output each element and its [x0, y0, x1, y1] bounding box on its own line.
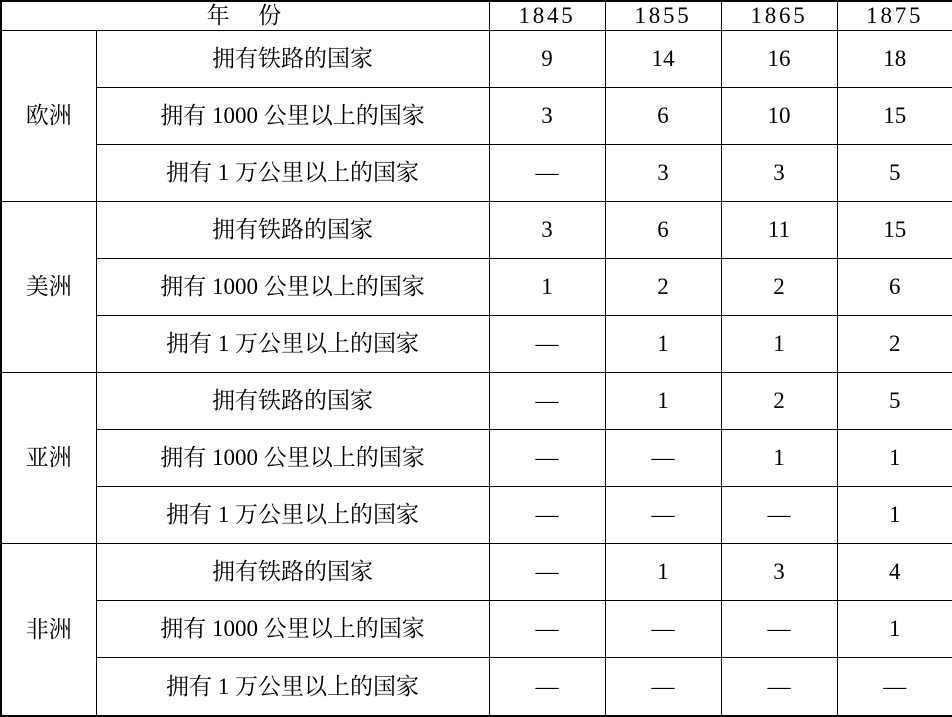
cell-value: 3	[721, 144, 837, 201]
cell-value: —	[489, 430, 605, 487]
row-label: 拥有铁路的国家	[96, 201, 489, 258]
row-label: 拥有 1000 公里以上的国家	[96, 430, 489, 487]
cell-value: 1	[721, 430, 837, 487]
cell-value: 9	[489, 30, 605, 87]
cell-value: —	[605, 658, 721, 716]
header-row	[1, 1, 952, 30]
cell-value: —	[721, 601, 837, 658]
row-label: 拥有 1000 公里以上的国家	[96, 601, 489, 658]
cell-value: 3	[721, 544, 837, 601]
table-row	[1, 201, 952, 258]
cell-value: 2	[605, 258, 721, 315]
cell-value: 3	[489, 87, 605, 144]
cell-value: —	[489, 658, 605, 716]
cell-value: —	[489, 315, 605, 372]
cell-value: 15	[837, 201, 952, 258]
cell-value: 1	[605, 372, 721, 429]
table-row	[1, 487, 952, 544]
row-label: 拥有 1000 公里以上的国家	[96, 87, 489, 144]
cell-value: 3	[489, 201, 605, 258]
cell-value: 16	[721, 30, 837, 87]
cell-value: 18	[837, 30, 952, 87]
table-row	[1, 601, 952, 658]
table-row	[1, 544, 952, 601]
header-year-label: 年 份	[1, 1, 489, 30]
region-label-america: 美洲	[1, 201, 96, 372]
cell-value: 11	[721, 201, 837, 258]
row-label: 拥有 1 万公里以上的国家	[96, 315, 489, 372]
cell-value: 2	[721, 258, 837, 315]
cell-value: 2	[721, 372, 837, 429]
cell-value: —	[605, 430, 721, 487]
header-year-1875: 1875	[837, 1, 952, 30]
cell-value: 6	[837, 258, 952, 315]
cell-value: 1	[837, 601, 952, 658]
cell-value: 14	[605, 30, 721, 87]
table-row	[1, 258, 952, 315]
region-label-europe: 欧洲	[1, 30, 96, 201]
cell-value: 5	[837, 144, 952, 201]
cell-value: 1	[837, 487, 952, 544]
cell-value: —	[489, 601, 605, 658]
cell-value: —	[721, 487, 837, 544]
cell-value: 6	[605, 201, 721, 258]
row-label: 拥有铁路的国家	[96, 544, 489, 601]
cell-value: 10	[721, 87, 837, 144]
cell-value: 1	[605, 544, 721, 601]
header-year-1865: 1865	[721, 1, 837, 30]
cell-value: —	[721, 658, 837, 716]
row-label: 拥有铁路的国家	[96, 30, 489, 87]
cell-value: 6	[605, 87, 721, 144]
row-label: 拥有 1 万公里以上的国家	[96, 144, 489, 201]
cell-value: —	[605, 487, 721, 544]
table-row	[1, 315, 952, 372]
cell-value: 5	[837, 372, 952, 429]
table-row	[1, 144, 952, 201]
cell-value: 1	[837, 430, 952, 487]
cell-value: —	[605, 601, 721, 658]
row-label: 拥有 1 万公里以上的国家	[96, 487, 489, 544]
cell-value: —	[489, 144, 605, 201]
cell-value: —	[837, 658, 952, 716]
cell-value: —	[489, 544, 605, 601]
table-head	[1, 1, 952, 30]
table-row	[1, 87, 952, 144]
table-row	[1, 30, 952, 87]
row-label: 拥有 1000 公里以上的国家	[96, 258, 489, 315]
cell-value: 1	[605, 315, 721, 372]
cell-value: —	[489, 487, 605, 544]
table-body	[1, 30, 952, 716]
table-row	[1, 658, 952, 716]
table-row	[1, 372, 952, 429]
cell-value: 3	[605, 144, 721, 201]
row-label: 拥有 1 万公里以上的国家	[96, 658, 489, 716]
cell-value: 1	[721, 315, 837, 372]
region-label-asia: 亚洲	[1, 372, 96, 543]
region-label-africa: 非洲	[1, 544, 96, 716]
cell-value: 2	[837, 315, 952, 372]
header-year-1845: 1845	[489, 1, 605, 30]
cell-value: 1	[489, 258, 605, 315]
cell-value: —	[489, 372, 605, 429]
cell-value: 15	[837, 87, 952, 144]
cell-value: 4	[837, 544, 952, 601]
header-year-1855: 1855	[605, 1, 721, 30]
table-row	[1, 430, 952, 487]
row-label: 拥有铁路的国家	[96, 372, 489, 429]
